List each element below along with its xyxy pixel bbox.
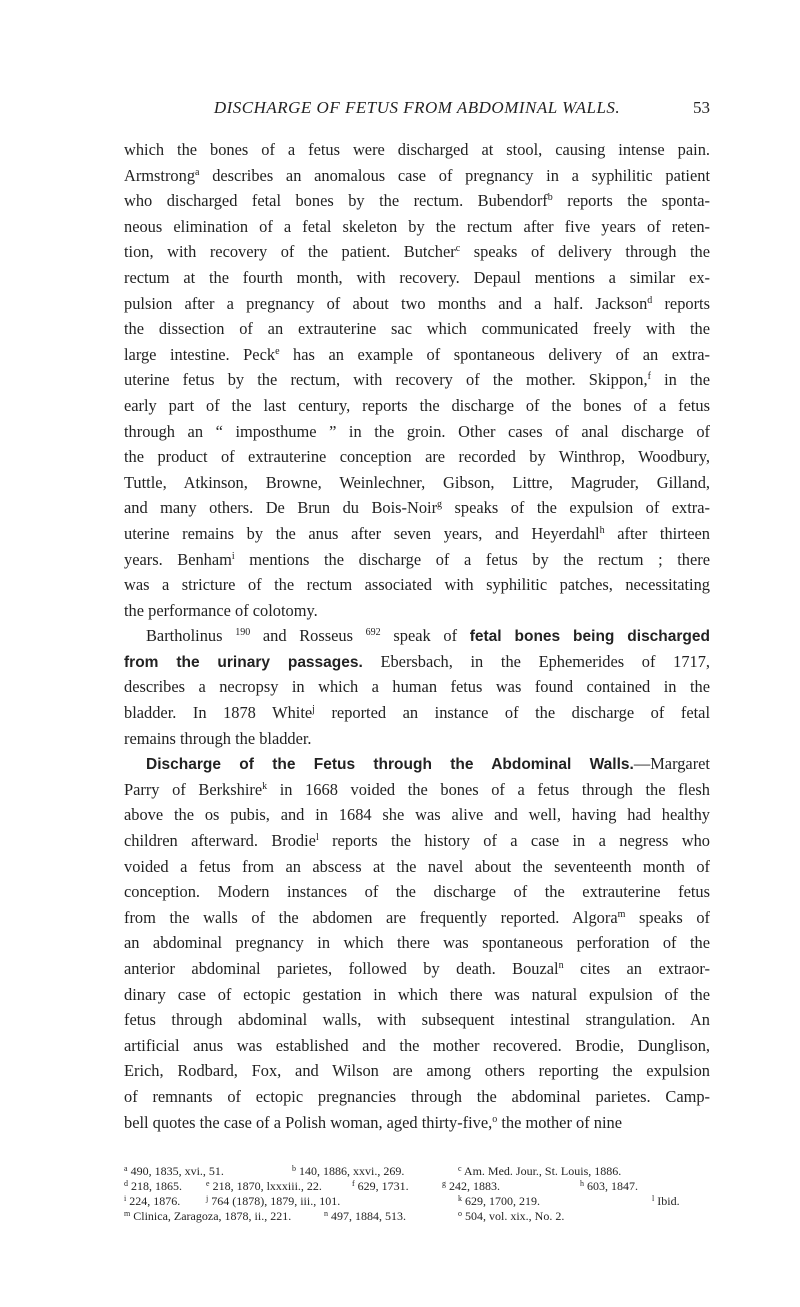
footnote-text: 629, 1731.: [354, 1179, 409, 1193]
running-head: [124, 96, 710, 120]
text-line: [124, 572, 710, 598]
footnote-line: [124, 1164, 714, 1179]
text-run: Armstrong: [124, 165, 196, 185]
text-run: reports: [652, 293, 710, 313]
footnote-mark: e: [206, 1179, 210, 1188]
text-run: above the os pubis, and in 1684 she was alive and well, having had healthy: [124, 805, 710, 825]
footnote-ref: n: [558, 960, 564, 971]
footnote-entry: [580, 1179, 638, 1194]
footnotes: [124, 1164, 714, 1224]
footnote-mark: b: [292, 1164, 296, 1173]
footnote-ref: a: [195, 166, 200, 178]
footnote-text: Am. Med. Jour., St. Louis, 1886.: [461, 1164, 622, 1178]
text-line: [124, 495, 710, 521]
footnote-entry: [124, 1209, 291, 1224]
text-line: [124, 905, 710, 931]
text-run: and Rosseus: [250, 626, 366, 646]
footnote-mark: g: [442, 1179, 446, 1188]
footnote-mark: c: [458, 1164, 462, 1173]
footnote-entry: [352, 1179, 409, 1194]
text-run: the mother of nine: [497, 1112, 622, 1132]
footnote-text: 603, 1847.: [584, 1179, 638, 1193]
text-run: speak of: [380, 626, 470, 646]
footnote-text: Clinica, Zaragoza, 1878, ii., 221.: [130, 1209, 292, 1223]
text-line: [124, 1033, 710, 1059]
footnote-entry: [124, 1194, 180, 1209]
footnote-line: [124, 1179, 714, 1194]
body-text: [124, 137, 710, 1135]
footnote-entry: [458, 1194, 540, 1209]
text-line: [124, 188, 710, 214]
footnote-entry: [458, 1209, 564, 1224]
footnote-entry: [442, 1179, 500, 1194]
text-run: artificial anus was established and the mother recovered. Brodie, Dunglison,: [124, 1035, 710, 1055]
text-run: in the: [650, 370, 711, 390]
footnote-text: 218, 1870, lxxxiii., 22.: [209, 1179, 322, 1193]
footnote-ref: j: [312, 704, 315, 716]
text-line: [124, 419, 710, 445]
text-line: [124, 342, 710, 368]
footnote-text: 764 (1878), 1879, iii., 101.: [208, 1194, 341, 1208]
text-run: rectum at the fourth month, with recovery. Depaul mentions a similar ex-: [124, 267, 710, 287]
text-run: years. Benham: [124, 549, 232, 569]
text-line: [124, 1007, 710, 1033]
text-line: [124, 163, 710, 189]
text-run: voided a fetus from an abscess at the navel about the seventeenth month of: [124, 856, 710, 876]
footnote-ref: k: [262, 780, 268, 792]
text-run: who discharged fetal bones by the rectum. Bubendorf: [124, 191, 548, 211]
footnote-ref: 190: [235, 627, 251, 639]
bold-heading: fetal bones being discharged: [469, 628, 710, 646]
text-line: [124, 674, 710, 700]
text-run: Bartholinus: [146, 626, 236, 646]
text-run: the performance of colotomy.: [124, 600, 318, 620]
footnote-text: Ibid.: [654, 1194, 680, 1208]
footnote-entry: [652, 1194, 680, 1209]
paragraph: [124, 137, 710, 623]
text-line: [124, 956, 710, 982]
text-run: in 1668 voided the bones of a fetus through the flesh: [267, 779, 710, 799]
text-run: reports the sponta-: [552, 191, 710, 211]
text-run: anterior abdominal parietes, followed by death. Bouzal: [124, 959, 559, 978]
text-run: Ebersbach, in the Ephemerides of 1717,: [362, 651, 710, 671]
paragraph: [124, 751, 710, 1135]
running-head-title: DISCHARGE OF FETUS FROM ABDOMINAL WALLS.: [213, 98, 621, 117]
footnote-ref: e: [275, 345, 280, 357]
text-run: the dissection of an extrauterine sac which communicated freely with the: [124, 319, 710, 339]
text-run: uterine remains by the anus after seven years, and Heyerdahl: [124, 523, 600, 543]
text-line: [124, 1058, 710, 1084]
text-run: tion, with recovery of the patient. Butcher: [124, 242, 456, 262]
footnote-line: [124, 1194, 714, 1209]
footnote-mark: h: [580, 1179, 584, 1188]
text-line: [124, 700, 710, 726]
footnote-text: 218, 1865.: [128, 1179, 182, 1193]
text-run: mentions the discharge of a fetus by the rectum ; there: [234, 549, 710, 569]
text-line: [124, 470, 710, 496]
text-run: was a stricture of the rectum associated with syphilitic patches, necessitating: [124, 575, 710, 595]
text-run: describes an anomalous case of pregnancy in a syphilitic patient: [199, 165, 710, 185]
text-run: —Margaret: [633, 754, 710, 774]
text-run: Tuttle, Atkinson, Browne, Weinlechner, Gibson, Littre, Magruder, Gilland,: [124, 472, 710, 492]
footnote-text: 497, 1884, 513.: [328, 1209, 406, 1223]
footnote-entry: [206, 1179, 322, 1194]
text-line: [124, 239, 710, 265]
footnote-mark: o: [458, 1209, 462, 1218]
text-run: pulsion after a pregnancy of about two months and a half. Jackson: [124, 293, 648, 313]
text-line: [124, 930, 710, 956]
text-run: cites an extraor-: [563, 959, 710, 978]
footnote-mark: n: [324, 1209, 328, 1218]
text-run: early part of the last century, reports the discharge of the bones of a fetus: [124, 395, 710, 415]
text-run: Parry of Berkshire: [124, 779, 263, 799]
footnote-mark: i: [124, 1194, 127, 1203]
footnote-ref: d: [647, 294, 653, 306]
footnote-mark: l: [652, 1194, 655, 1203]
text-run: the product of extrauterine conception are recorded by Winthrop, Woodbury,: [124, 447, 710, 467]
text-line: [124, 777, 710, 803]
text-run: bladder. In 1878 White: [124, 703, 313, 723]
footnote-text: 242, 1883.: [446, 1179, 500, 1193]
text-line: [124, 444, 710, 470]
footnote-entry: [124, 1164, 224, 1179]
footnote-text: 629, 1700, 219.: [462, 1194, 540, 1208]
footnote-entry: [458, 1164, 621, 1179]
text-run: reports the history of a case in a negress who: [318, 831, 710, 851]
text-run: remains through the bladder.: [124, 728, 312, 748]
footnote-ref: m: [617, 908, 626, 920]
bold-heading: Discharge of the Fetus through the Abdominal Walls.: [146, 756, 634, 774]
text-line: [124, 879, 710, 905]
text-run: bell quotes the case of a Polish woman, aged thirty-five,: [124, 1112, 493, 1132]
footnote-entry: [124, 1179, 182, 1194]
text-run: and many others. De Brun du Bois-Noir: [124, 498, 438, 518]
page-number: 53: [693, 98, 710, 117]
footnote-entry: [206, 1194, 340, 1209]
footnote-ref: o: [492, 1113, 498, 1125]
footnote-mark: d: [124, 1179, 128, 1188]
footnote-ref: h: [599, 524, 605, 536]
text-run: conception. Modern instances of the discharge of the extrauterine fetus: [124, 882, 710, 902]
text-run: uterine fetus by the rectum, with recovery of the mother. Skippon,: [124, 370, 648, 390]
text-run: of remnants of ectopic pregnancies through the abdominal parietes. Camp-: [124, 1086, 710, 1106]
footnote-line: [124, 1209, 714, 1224]
text-line: [124, 1110, 710, 1136]
text-run: large intestine. Peck: [124, 344, 276, 364]
footnote-mark: a: [124, 1164, 128, 1173]
text-line: [124, 828, 710, 854]
text-line: [124, 316, 710, 342]
text-line: [124, 623, 710, 649]
text-run: from the walls of the abdomen are frequently reported. Algora: [124, 907, 618, 927]
footnote-text: 490, 1835, xvi., 51.: [127, 1164, 224, 1178]
text-run: an abdominal pregnancy in which there was spontaneous perforation of the: [124, 933, 710, 953]
footnote-mark: j: [206, 1194, 209, 1203]
text-run: speaks of: [625, 907, 711, 927]
text-run: which the bones of a fetus were discharged at stool, causing intense pain.: [124, 140, 710, 159]
text-run: dinary case of ectopic gestation in which there was natural expulsion of the: [124, 984, 710, 1004]
text-line: [124, 598, 710, 624]
text-line: [124, 649, 710, 675]
text-run: fetus through abdominal walls, with subsequent intestinal strangulation. An: [124, 1010, 710, 1030]
footnote-text: 224, 1876.: [126, 1194, 181, 1208]
text-run: reported an instance of the discharge of fetal: [314, 703, 710, 723]
footnote-entry: [324, 1209, 406, 1224]
text-line: [124, 393, 710, 419]
text-run: describes a necropsy in which a human fetus was found contained in the: [124, 677, 710, 697]
footnote-mark: m: [124, 1209, 131, 1218]
footnote-ref: b: [547, 192, 553, 204]
text-run: children afterward. Brodie: [124, 831, 316, 851]
footnote-ref: c: [455, 243, 461, 255]
text-run: speaks of the expulsion of extra-: [442, 498, 710, 518]
text-line: [124, 547, 710, 573]
text-line: [124, 137, 710, 163]
text-run: through an “ imposthume ” in the groin. Other cases of anal discharge of: [124, 421, 710, 441]
text-run: speaks of delivery through the: [460, 242, 710, 262]
footnote-ref: i: [231, 550, 235, 562]
footnote-text: 140, 1886, xxvi., 269.: [296, 1164, 405, 1178]
text-run: Erich, Rodbard, Fox, and Wilson are among others reporting the expulsion: [124, 1061, 710, 1081]
text-line: [124, 291, 710, 317]
text-line: [124, 214, 710, 240]
text-line: [124, 802, 710, 828]
text-line: [124, 982, 710, 1008]
footnote-ref: f: [647, 371, 651, 383]
footnote-ref: 692: [365, 627, 381, 639]
text-line: [124, 521, 710, 547]
footnote-mark: k: [458, 1194, 462, 1203]
text-line: [124, 1084, 710, 1110]
text-line: [124, 726, 710, 752]
footnote-ref: l: [315, 832, 319, 844]
footnote-mark: f: [352, 1179, 355, 1188]
text-line: [124, 854, 710, 880]
text-line: [124, 367, 710, 393]
text-run: after thirteen: [604, 523, 710, 543]
text-run: neous elimination of a fetal skeleton by the rectum after five years of reten-: [124, 216, 710, 236]
footnote-text: 504, vol. xix., No. 2.: [462, 1209, 565, 1223]
text-line: [124, 751, 710, 777]
footnote-entry: [292, 1164, 404, 1179]
text-run: has an example of spontaneous delivery of an extra-: [279, 344, 710, 364]
bold-heading: from the urinary passages.: [124, 653, 363, 671]
text-line: [124, 265, 710, 291]
paragraph: [124, 623, 710, 751]
footnote-ref: g: [437, 499, 443, 511]
